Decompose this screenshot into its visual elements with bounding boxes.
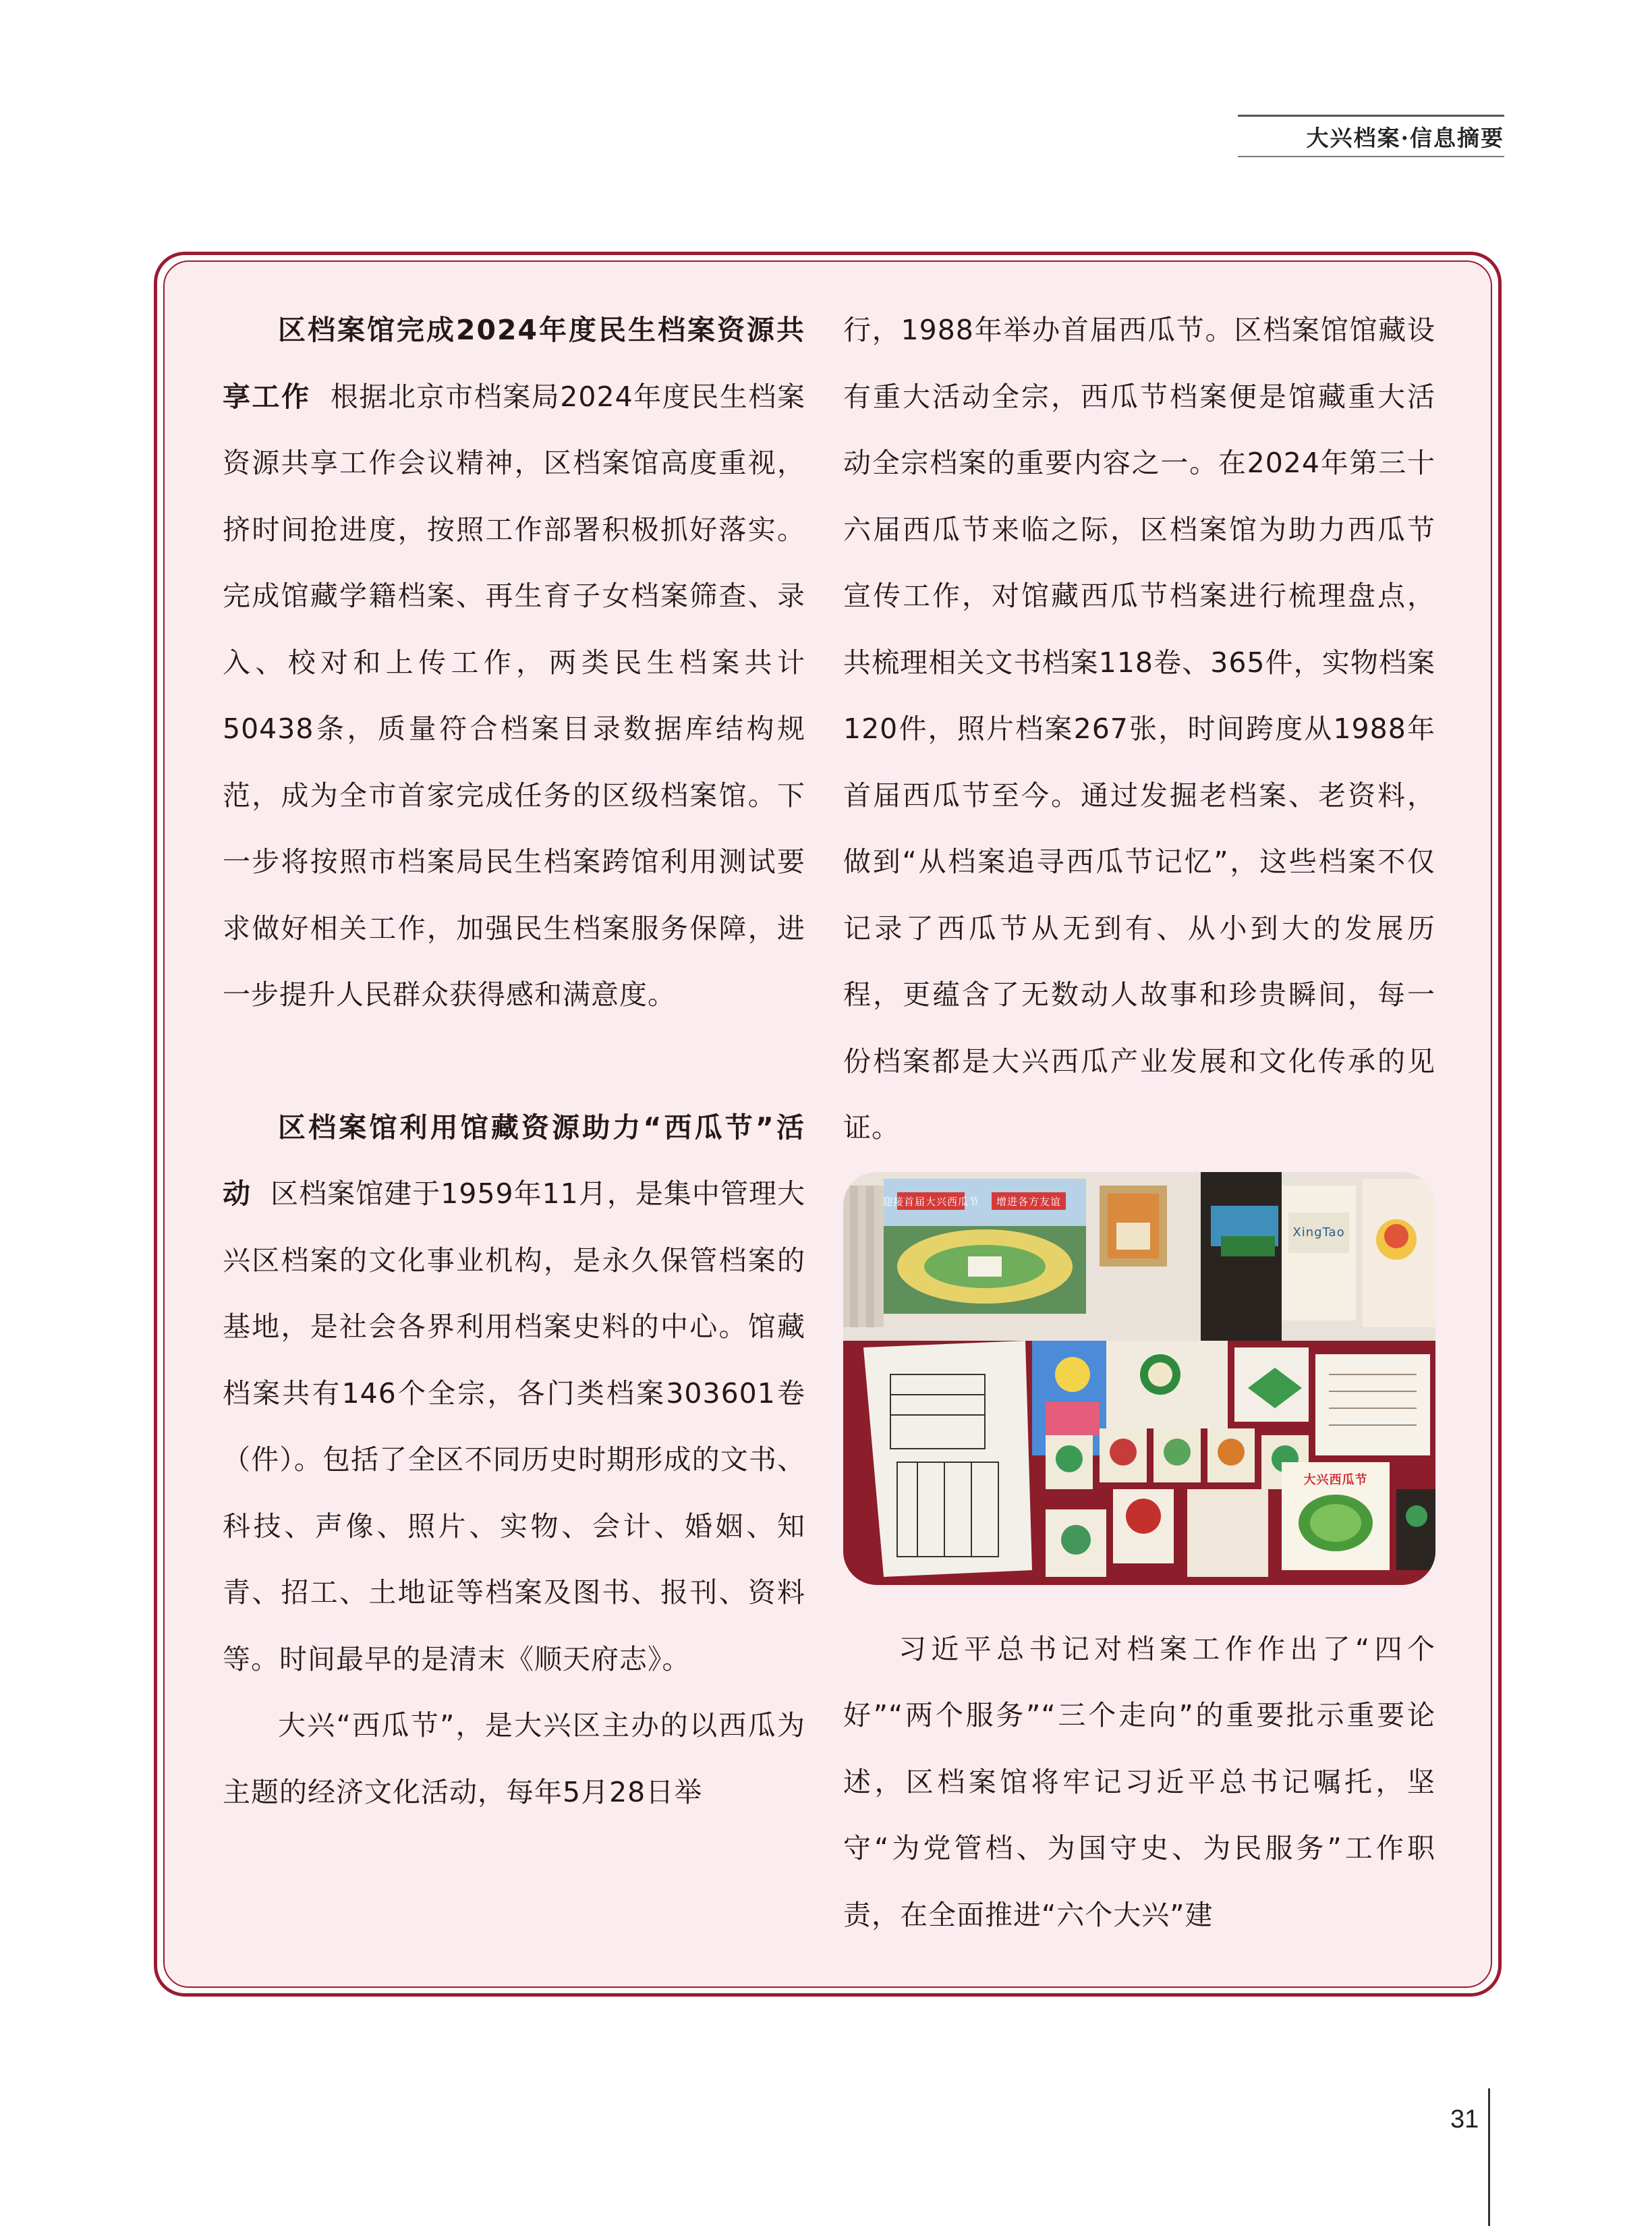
- article2-para2-start: 大兴“西瓜节”，是大兴区主办的以西瓜为主题的经济文化活动，每年5月28日举: [223, 1709, 805, 1808]
- article2-para1: 区档案馆建于1959年11月，是集中管理大兴区档案的文化事业机构，是永久保管档案的基地，是社会各界利用档案史料的中心。馆藏档案共有146个全宗，各门类档案303601卷（件）。包括了全区不同历史时期形成的文书、科技、声像、照片、实物、会计、婚姻、知青、招工、土地证等档案及图书、报刊、资料等。时间最早的是清末《顺天府志》。: [223, 1177, 805, 1675]
- photo-sign-2: 增进各方友谊: [996, 1195, 1062, 1208]
- article1-paragraph: [223, 297, 805, 1028]
- article2-para3: 习近平总书记对档案工作作出了“四个好”“两个服务”“三个走向”的重要批示重要论述，区档案馆将牢记习近平总书记嘱托，坚守“为党管档、为国守史、为民服务”工作职责，在全面推进“六个大兴”建: [843, 1632, 1435, 1931]
- right-column: [843, 297, 1435, 1948]
- page-number-rule: [1488, 2088, 1490, 2226]
- left-column: [223, 297, 805, 1825]
- photo-card-title: 大兴西瓜节: [1303, 1472, 1368, 1487]
- article2-para2-continued: 行，1988年举办首届西瓜节。区档案馆馆藏设有重大活动全宗，西瓜节档案便是馆藏重大活动全宗档案的重要内容之一。在2024年第三十六届西瓜节来临之际，区档案馆为助力西瓜节宣传工作，对馆藏西瓜节档案进行梳理盘点，共梳理相关文书档案118卷、365件，实物档案120件，照片档案267张，时间跨度从1988年首届西瓜节至今。通过发掘老档案、老资料，做到“从档案追寻西瓜节记忆”，这些档案不仅记录了西瓜节从无到有、从小到大的发展历程，更蕴含了无数动人故事和珍贵瞬间，每一份档案都是大兴西瓜产业发展和文化传承的见证。: [843, 314, 1435, 1144]
- article2-paragraph1: [223, 1094, 805, 1693]
- article1-body: 根据北京市档案局2024年度民生档案资源共享工作会议精神，区档案馆高度重视，挤时间抢进度，按照工作部署积极抓好落实。完成馆藏学籍档案、再生育子女档案筛查、录入、校对和上传工作，两类民生档案共计50438条，质量符合档案目录数据库结构规范，成为全市首家完成任务的区级档案馆。下一步将按照市档案局民生档案跨馆利用测试要求做好相关工作，加强民生档案服务保障，进一步提升人民群众获得感和满意度。: [223, 380, 805, 1011]
- section-header: [1238, 115, 1504, 157]
- page-number: 31: [1450, 2105, 1479, 2134]
- section-title: 大兴档案·信息摘要: [1306, 124, 1504, 151]
- article2-title: 区档案馆利用馆藏资源助力“西瓜节”活动: [223, 1111, 805, 1210]
- archive-exhibit-photo: [843, 1172, 1435, 1585]
- article1-title: 区档案馆完成2024年度民生档案资源共享工作: [223, 314, 805, 413]
- photo-sign-1: 迎接首届大兴西瓜节: [882, 1195, 980, 1208]
- photo-brand: XingTao: [1292, 1225, 1345, 1240]
